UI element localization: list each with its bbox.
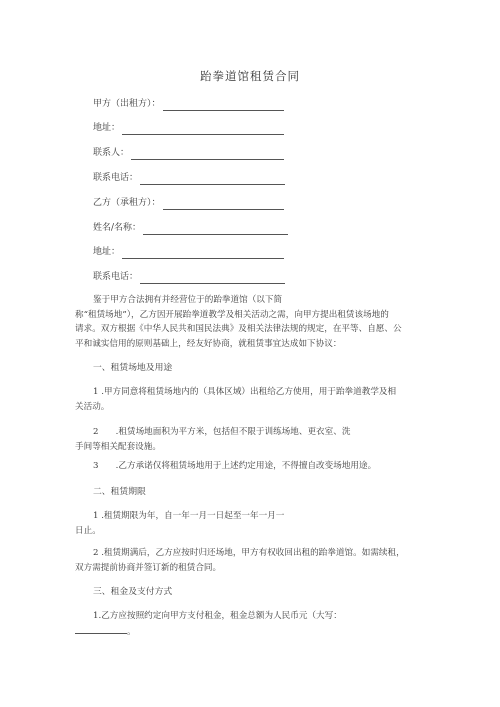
contact-a-field <box>93 146 284 160</box>
clause-line: 2 .租赁期满后，乙方应按时归还场地，甲方有权收回出租的跆拳道馆。如需续租， <box>93 548 405 558</box>
clause-line: 2 .租赁场地面积为平方米，包括但不限于训练场地、更衣室、洗 <box>93 427 351 437</box>
clause-tail: 。 <box>127 626 136 637</box>
phone-b-field <box>93 270 285 284</box>
phone-a-blank[interactable] <box>140 173 285 185</box>
section-3-item-1 <box>75 609 430 639</box>
section-1-item-2 <box>75 425 430 454</box>
address-a-label: 地址： <box>93 123 121 133</box>
preamble-line: 平和诚实信用的原则基础上，经友好协商，就租赁事宜达成如下协议： <box>75 338 342 349</box>
party-b-label: 乙方（承租方）： <box>93 198 161 208</box>
preamble-line: 称“租赁场地”），乙方因开展跆拳道教学及相关活动之需，向甲方提出租赁该场地的 <box>75 309 389 320</box>
name-b-label: 姓名/名称： <box>93 223 142 233</box>
preamble-line: 请求。双方根据《中华人民共和国民法典》及相关法律法规的规定，在平等、自愿、公 <box>75 324 402 335</box>
preamble-paragraph <box>75 293 430 351</box>
name-b-blank[interactable] <box>143 223 288 235</box>
section-1-item-1 <box>75 385 430 414</box>
address-b-field <box>93 245 284 259</box>
phone-a-field <box>93 171 285 185</box>
document-title: 跆拳道馆租赁合同 <box>200 69 300 83</box>
clause-line-with-blank <box>75 624 430 640</box>
preamble-line: 鉴于甲方合法拥有并经营位于的跆拳道馆（以下简 <box>93 295 283 305</box>
address-a-field <box>93 121 284 135</box>
party-b-field <box>93 196 284 210</box>
party-a-blank[interactable] <box>163 99 284 111</box>
contact-a-blank[interactable] <box>131 148 284 160</box>
clause-line: 手间等相关配套设施。 <box>75 441 161 452</box>
clause-line: 日止。 <box>75 525 101 536</box>
phone-b-label: 联系电话： <box>93 272 139 282</box>
party-a-field <box>93 97 284 111</box>
clause-line: 1.乙方应按照约定向甲方支付租金，租金总额为人民币元（大写： <box>93 611 342 621</box>
section-2-heading: 二、租赁期限 <box>93 487 146 497</box>
clause-line: 3 .乙方承诺仅将租赁场地用于上述约定用途，不得擅自改变场地用途。 <box>93 461 377 471</box>
clause-line: 双方需提前协商并签订新的租赁合同。 <box>75 562 222 573</box>
address-a-blank[interactable] <box>122 123 284 135</box>
phone-b-blank[interactable] <box>140 272 285 284</box>
section-1-heading: 一、租赁场地及用途 <box>93 363 173 373</box>
address-b-label: 地址： <box>93 247 121 257</box>
party-a-label: 甲方（出租方）： <box>93 99 161 109</box>
name-b-field <box>93 221 288 235</box>
section-3-heading: 三、租金及支付方式 <box>93 587 173 597</box>
section-1-item-3 <box>75 459 430 474</box>
clause-line: 关活动。 <box>75 401 110 412</box>
phone-a-label: 联系电话： <box>93 173 139 183</box>
address-b-blank[interactable] <box>122 247 284 259</box>
section-2-item-1 <box>75 509 430 538</box>
clause-line: 1 .租赁期限为年，自一年一月一日起至一年一月一 <box>93 511 285 521</box>
amount-uppercase-blank[interactable] <box>75 624 127 634</box>
contact-a-label: 联系人： <box>93 148 130 158</box>
section-2-item-2 <box>75 546 430 575</box>
party-b-blank[interactable] <box>163 198 284 210</box>
clause-line: 1 .甲方同意将租赁场地内的（具体区域）出租给乙方使用，用于跆拳道教学及相 <box>93 387 397 397</box>
